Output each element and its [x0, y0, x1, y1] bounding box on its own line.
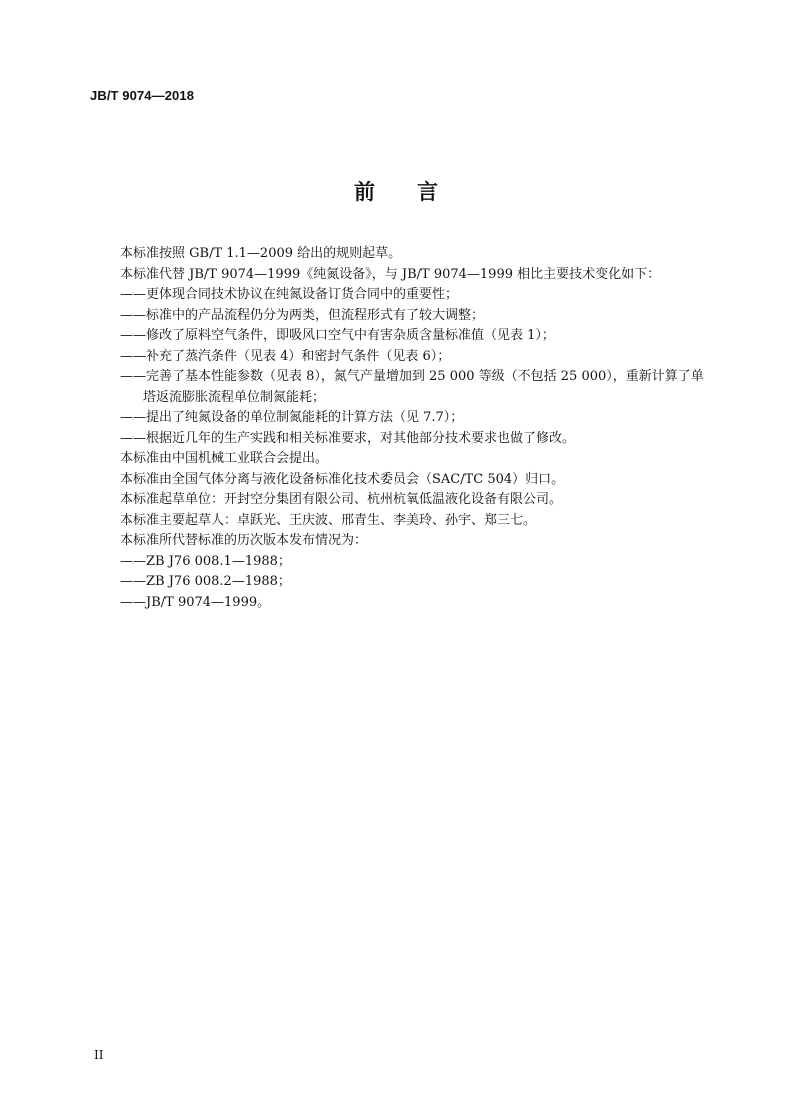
list-item: ——提出了纯氮设备的单位制氮能耗的计算方法（见 7.7）；	[120, 410, 464, 425]
paragraph: 本标准代替 JB/T 9074—1999《纯氮设备》，与 JB/T 9074—1999 相比主要技术变化如下：	[120, 266, 661, 282]
paragraph: 本标准由中国机械工业联合会提出。	[120, 451, 329, 466]
list-item-continuation: 塔返流膨胀流程单位制氮能耗；	[143, 389, 326, 405]
foreword-body	[120, 244, 720, 613]
list-item: ——修改了原料空气条件，即吸风口空气中有害杂质含量标准值（见表 1）；	[120, 328, 555, 343]
list-item: ——补充了蒸汽条件（见表 4）和密封气条件（见表 6）；	[120, 348, 451, 364]
paragraph: 本标准起草单位：开封空分集团有限公司、杭州杭氧低温液化设备有限公司。	[120, 492, 563, 507]
paragraph: 本标准主要起草人：卓跃光、王庆波、邢青生、李美玲、孙宇、郑三七。	[120, 512, 537, 528]
list-item: ——JB/T 9074—1999。	[120, 594, 271, 610]
list-item: ——标准中的产品流程仍分为两类，但流程形式有了较大调整；	[120, 307, 485, 323]
paragraph: 本标准所代替标准的历次版本发布情况为：	[120, 533, 368, 548]
list-item: ——完善了基本性能参数（见表 8），氮气产量增加到 25 000 等级（不包括 25 000），重新计算了单	[120, 369, 704, 384]
list-item: ——根据近几年的生产实践和相关标准要求，对其他部分技术要求也做了修改。	[120, 430, 576, 446]
paragraph: 本标准由全国气体分离与液化设备标准化技术委员会（SAC/TC 504）归口。	[120, 471, 565, 487]
paragraph: 本标准按照 GB/T 1.1—2009 给出的规则起草。	[120, 246, 402, 261]
list-item: ——ZB J76 008.2—1988；	[120, 574, 291, 589]
standard-code: JB/T 9074—2018	[90, 88, 195, 103]
page-number: II	[94, 1048, 104, 1062]
list-item: ——更体现合同技术协议在纯氮设备订货合同中的重要性；	[120, 287, 459, 302]
list-item: ——ZB J76 008.1—1988；	[120, 553, 291, 569]
page-title: 前 言	[354, 180, 438, 204]
